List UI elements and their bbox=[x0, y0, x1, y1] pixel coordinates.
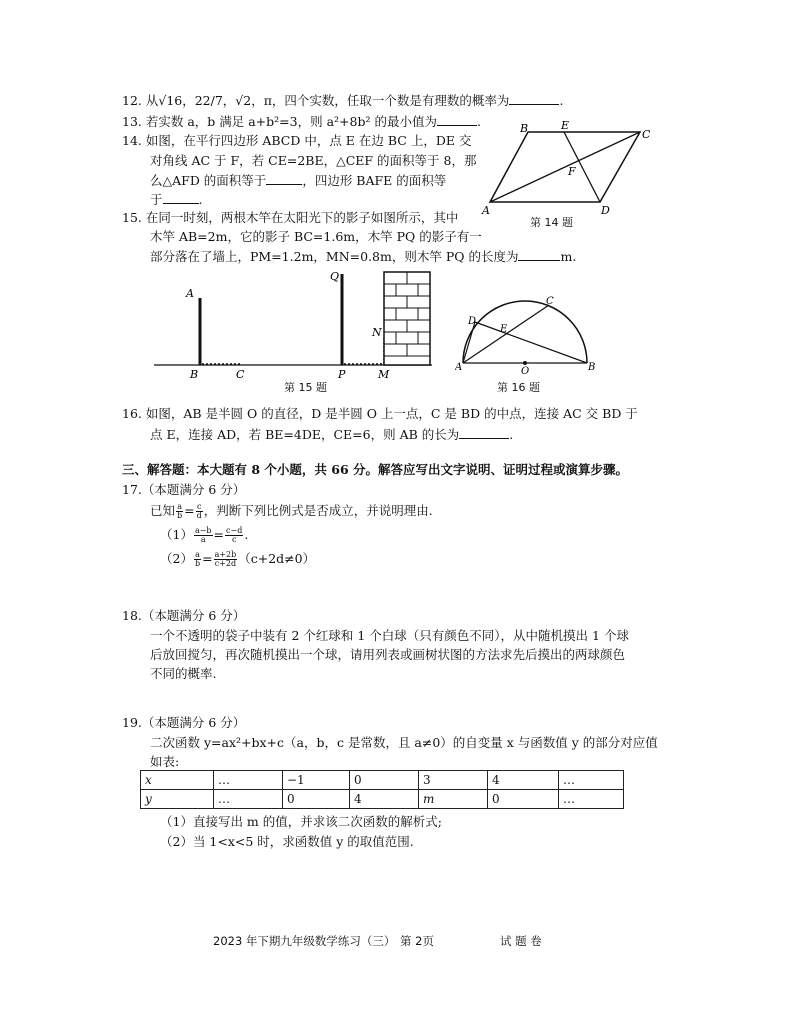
q13-text: 13. 若实数 a，b 满足 a+b²=3，则 a²+8b² 的最小值为 bbox=[122, 114, 437, 129]
fig16-label-a: A bbox=[455, 362, 463, 373]
fig15-label-p: P bbox=[338, 368, 346, 381]
q17-frac-ab bbox=[176, 503, 183, 520]
q15-line3b: m. bbox=[560, 249, 577, 264]
fig14-label-b: B bbox=[520, 122, 529, 135]
q16-end: . bbox=[509, 427, 514, 442]
fig14-label-c: C bbox=[642, 128, 650, 141]
q17-p2-f1-den: b bbox=[194, 559, 201, 568]
q12-text: 12. 从√16，22/7，√2，π，四个实数，任取一个数是有理数的概率为 bbox=[122, 93, 510, 108]
q17-p2-eq: = bbox=[202, 551, 213, 566]
q17-p1-f2-den: c bbox=[231, 535, 237, 544]
q15-line3 bbox=[150, 248, 576, 265]
diagonal-ac bbox=[490, 132, 640, 202]
q16-line1: 16. 如图，AB 是半圆 O 的直径，D 是半圆 O 上一点，C 是 BD 的中点，连接 AC 交 BD 于 bbox=[122, 406, 638, 421]
footer-paper-type: 试 题 卷 bbox=[500, 934, 542, 948]
table-cell: −1 bbox=[283, 771, 350, 790]
segment-ad bbox=[463, 322, 475, 363]
q17-p1-frac1 bbox=[194, 527, 213, 544]
q19-part1: （1）直接写出 m 的值，并求该二次函数的解析式; bbox=[160, 814, 442, 829]
q17-part2 bbox=[160, 548, 315, 570]
q18-line1: 一个不透明的袋子中装有 2 个红球和 1 个白球（只有颜色不同），从中随机摸出 1 个球 bbox=[150, 628, 629, 643]
q17-p1-eq: = bbox=[213, 527, 225, 542]
q14-end: . bbox=[198, 192, 203, 207]
q17-p2-f2-den: c+2d bbox=[214, 559, 237, 568]
q17-p2-f1-num: a bbox=[195, 550, 200, 559]
q17-intro-a: 已知 bbox=[150, 503, 176, 518]
q16-line2 bbox=[150, 426, 513, 443]
answer-blank-14b[interactable] bbox=[163, 191, 199, 204]
table-cell: y bbox=[141, 790, 214, 809]
segment-bd bbox=[475, 322, 587, 363]
q14-line3b: ，四边形 BAFE 的面积等 bbox=[302, 173, 447, 188]
q17-f2-den: d bbox=[196, 511, 202, 520]
q15-line2: 木竿 AB=2m，它的影子 BC=1.6m，木竿 PQ 的影子有一 bbox=[150, 229, 482, 244]
table-row bbox=[141, 790, 624, 809]
q19-part2: （2）当 1<x<5 时，求函数值 y 的取值范围. bbox=[160, 834, 414, 849]
q17-intro bbox=[150, 500, 433, 522]
q15-line3a: 部分落在了墙上，PM=1.2m，MN=0.8m，则木竿 PQ 的长度为 bbox=[150, 249, 519, 264]
q19-line1: 二次函数 y=ax²+bx+c（a，b，c 是常数，且 a≠0）的自变量 x 与函数值 y 的部分对应值 bbox=[150, 735, 658, 750]
q13-end: . bbox=[476, 114, 481, 129]
fig15-label-n: N bbox=[372, 326, 382, 339]
q17-part1 bbox=[160, 524, 248, 546]
answer-blank-15[interactable] bbox=[518, 248, 560, 261]
q18-line2: 后放回搅匀，再次随机摸出一个球，请用列表或画树状图的方法求先后摸出的两球颜色 bbox=[150, 647, 626, 662]
center-o bbox=[523, 361, 527, 365]
q17-p2-f2-num: a+2b bbox=[214, 550, 237, 559]
q17-p1-f1-den: a bbox=[200, 535, 206, 544]
table-cell: … bbox=[214, 790, 283, 809]
brick-wall bbox=[384, 272, 430, 365]
table-cell: 4 bbox=[350, 790, 419, 809]
answer-blank-16[interactable] bbox=[459, 426, 509, 439]
fig14-label-e: E bbox=[561, 119, 570, 132]
q17-eq: = bbox=[184, 503, 195, 518]
q19-value-table bbox=[140, 770, 624, 809]
figure-14 bbox=[480, 118, 650, 218]
q17-p2-frac2 bbox=[214, 551, 238, 568]
table-cell: … bbox=[214, 771, 283, 790]
table-cell: … bbox=[559, 771, 624, 790]
q19-line2: 如表: bbox=[150, 754, 180, 769]
answer-blank-12[interactable] bbox=[509, 92, 559, 105]
q16-line2a: 点 E，连接 AD，若 BE=4DE，CE=6，则 AB 的长为 bbox=[150, 427, 460, 442]
q17-intro-b: ，判断下列比例式是否成立，并说明理由. bbox=[203, 503, 433, 518]
q17-f1-num: a bbox=[177, 502, 182, 511]
fig15-label-b: B bbox=[190, 368, 199, 381]
footer-page-number: 第 2页 bbox=[400, 934, 434, 948]
q17-p1-f1-num: a−b bbox=[194, 526, 212, 535]
footer-exam-title: 2023 年下期九年级数学练习（三） bbox=[213, 934, 396, 948]
fig14-caption: 第 14 题 bbox=[530, 216, 573, 229]
fig16-label-d: D bbox=[468, 316, 477, 327]
q14-line3 bbox=[150, 172, 446, 189]
fig16-label-b: B bbox=[588, 362, 595, 373]
table-cell: x bbox=[141, 771, 214, 790]
fig16-label-o: O bbox=[521, 366, 530, 376]
q17-p1-end: . bbox=[244, 527, 249, 542]
q17-f1-den: b bbox=[177, 511, 183, 520]
table-cell: 3 bbox=[419, 771, 488, 790]
q19-title: 19.（本题满分 6 分） bbox=[122, 715, 246, 730]
q14-line2: 对角线 AC 于 F，若 CE=2BE，△CEF 的面积等于 8，那 bbox=[150, 153, 477, 168]
fig14-label-d: D bbox=[601, 204, 610, 217]
q14-line4 bbox=[150, 191, 203, 208]
table-row bbox=[141, 771, 624, 790]
table-cell: 0 bbox=[283, 790, 350, 809]
table-cell: 0 bbox=[488, 790, 559, 809]
semicircle bbox=[463, 301, 587, 363]
q17-p1-label: （1） bbox=[160, 527, 193, 542]
fig15-caption: 第 15 题 bbox=[284, 381, 327, 394]
q14-line1: 14. 如图，在平行四边形 ABCD 中，点 E 在边 BC 上，DE 交 bbox=[122, 133, 472, 148]
q14-line3a: 么△AFD 的面积等于 bbox=[150, 173, 267, 188]
q17-f2-num: c bbox=[196, 502, 202, 511]
q17-p2-frac1 bbox=[194, 551, 201, 568]
fig16-caption: 第 16 题 bbox=[497, 381, 540, 394]
table-cell: 0 bbox=[350, 771, 419, 790]
question-12 bbox=[122, 92, 563, 109]
q17-p1-frac2 bbox=[225, 527, 243, 544]
fig15-label-m: M bbox=[378, 368, 390, 381]
fig15-label-a: A bbox=[186, 287, 194, 300]
q17-p2-end: （c+2d≠0） bbox=[238, 551, 316, 566]
q17-frac-cd bbox=[196, 503, 203, 520]
fig14-label-f: F bbox=[568, 165, 576, 178]
answer-blank-13[interactable] bbox=[437, 113, 477, 126]
question-13 bbox=[122, 113, 481, 130]
q17-p2-label: （2） bbox=[160, 551, 193, 566]
fig14-label-a: A bbox=[482, 204, 490, 217]
answer-blank-14a[interactable] bbox=[266, 172, 302, 185]
fig16-label-c: C bbox=[546, 296, 554, 307]
q12-end: . bbox=[559, 93, 564, 108]
figure-15 bbox=[150, 264, 440, 382]
q18-line3: 不同的概率. bbox=[150, 666, 217, 681]
table-cell: m bbox=[419, 790, 488, 809]
fig16-label-e: E bbox=[500, 324, 508, 335]
q14-line4a: 于 bbox=[150, 192, 163, 207]
q15-line1: 15. 在同一时刻，两根木竿在太阳光下的影子如图所示，其中 bbox=[122, 210, 459, 225]
section-3-heading: 三、解答题：本大题有 8 个小题，共 66 分。解答应写出文字说明、证明过程或演算步骤。 bbox=[122, 462, 629, 477]
table-cell: … bbox=[559, 790, 624, 809]
q18-title: 18.（本题满分 6 分） bbox=[122, 608, 246, 623]
table-cell: 4 bbox=[488, 771, 559, 790]
figure-16 bbox=[455, 286, 595, 376]
q17-p1-f2-num: c−d bbox=[226, 526, 243, 535]
q17-title: 17.（本题满分 6 分） bbox=[122, 482, 246, 497]
fig15-label-q: Q bbox=[330, 270, 340, 283]
fig15-label-c: C bbox=[236, 368, 245, 381]
